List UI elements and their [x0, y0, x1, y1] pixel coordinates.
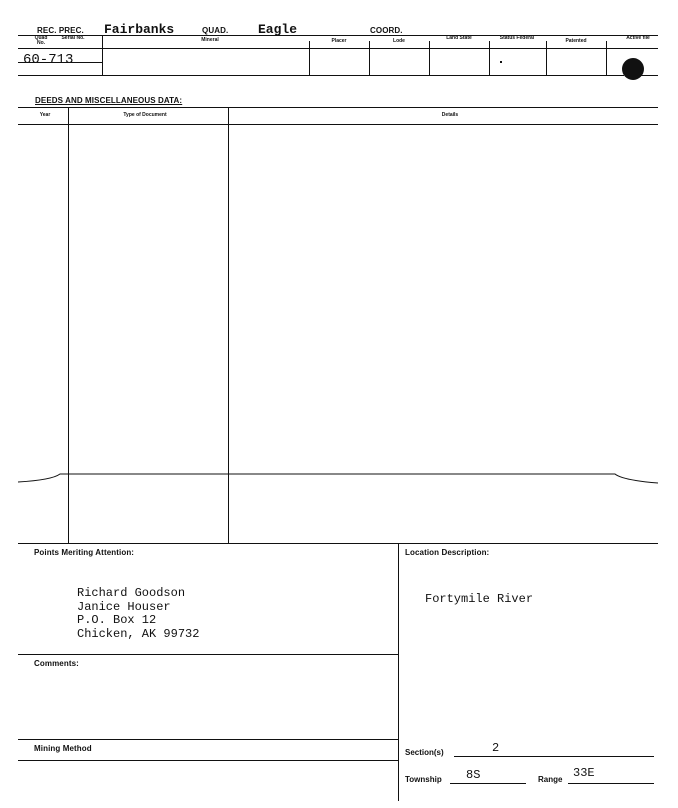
section-value: 2 — [492, 741, 500, 755]
rec-prec-value: Fairbanks — [104, 22, 175, 37]
divider — [309, 41, 310, 75]
coord-label: COORD. — [370, 26, 403, 35]
section-label: Section(s) — [405, 748, 444, 757]
quad-no-value: 60-713 — [23, 52, 74, 68]
divider — [640, 75, 658, 76]
deeds-bottom-rule — [18, 543, 658, 544]
divider — [450, 783, 526, 784]
header-top-rule — [18, 35, 658, 36]
address-line-name-2: Janice Houser — [77, 599, 171, 614]
divider — [18, 107, 658, 108]
divider — [429, 41, 430, 75]
divider — [369, 41, 370, 75]
rec-prec-label: REC. PREC. — [37, 26, 84, 35]
col-status-federal: Status Federal — [499, 35, 535, 41]
col-land-state: Land State — [446, 35, 472, 41]
quad-value: Eagle — [258, 22, 298, 37]
col-year: Year — [39, 112, 51, 118]
divider — [606, 41, 607, 75]
col-active-file: Active file — [626, 35, 650, 41]
comments-label: Comments: — [34, 659, 79, 668]
range-label: Range — [538, 775, 563, 784]
points-meriting-attention-label: Points Meriting Attention: — [34, 548, 135, 557]
quad-label: QUAD. — [202, 26, 229, 35]
address-line-city: Chicken, AK 99732 — [77, 626, 200, 641]
township-value: 8S — [466, 768, 481, 782]
address-line-po-box: P.O. Box 12 — [77, 613, 157, 627]
active-file-marker — [622, 58, 644, 80]
col-quad-no: Quad No. — [34, 35, 48, 46]
divider — [18, 62, 102, 63]
fold-line — [0, 466, 678, 496]
col-serial-no: Serial No. — [61, 35, 85, 41]
points-address — [77, 587, 199, 641]
address-line-name: Richard Goodson — [77, 586, 186, 600]
location-description-label: Location Description: — [405, 548, 490, 557]
divider — [18, 739, 398, 740]
col-mineral: Mineral — [201, 37, 219, 43]
header-bottom-rule — [18, 75, 624, 76]
divider — [546, 41, 547, 75]
col-type-of-document: Type of Document — [123, 112, 167, 118]
divider — [454, 756, 654, 757]
divider — [18, 654, 398, 655]
divider — [102, 35, 103, 75]
location-description-value: Fortymile River — [425, 592, 534, 606]
bottom-divider — [398, 543, 399, 801]
divider — [568, 783, 654, 784]
col-details: Details — [441, 112, 459, 118]
status-dot-mark — [500, 61, 502, 63]
col-placer: Placer — [331, 38, 347, 44]
township-label: Township — [405, 775, 442, 784]
header-mid-rule — [18, 48, 658, 49]
divider — [18, 760, 398, 761]
divider — [489, 41, 490, 75]
mining-method-label: Mining Method — [34, 744, 92, 753]
col-patented: Patented — [565, 38, 587, 44]
deeds-section-title: DEEDS AND MISCELLANEOUS DATA: — [35, 96, 183, 105]
range-value: 33E — [573, 766, 595, 780]
col-lode: Lode — [393, 38, 405, 44]
divider — [18, 124, 658, 125]
